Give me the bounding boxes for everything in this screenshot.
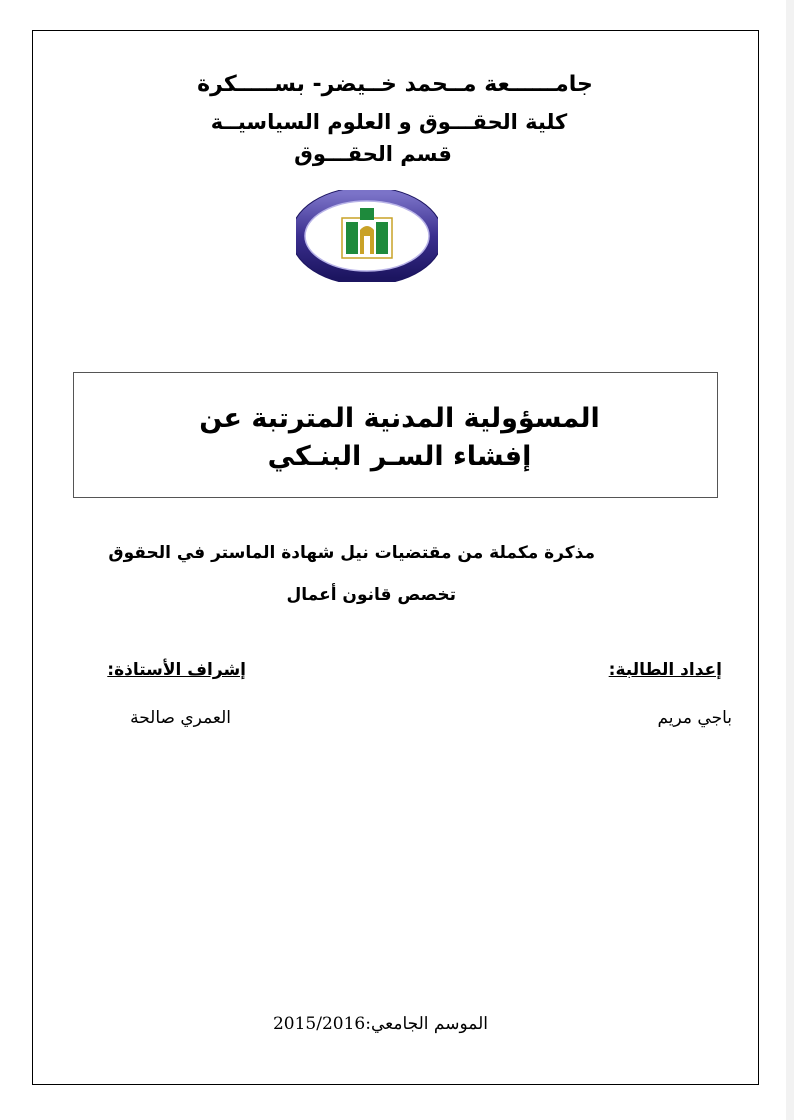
supervisor-label: إشراف الأستاذة: [107,660,246,680]
academic-year: الموسم الجامعي:2015/2016 [272,1014,488,1034]
thesis-title-line-1: المسؤولية المدنية المترتبة عن [199,403,600,434]
faculty-name: كلية الحقـــوق و العلوم السياسيــة [210,110,568,134]
specialization: تخصص قانون أعمال [286,585,456,605]
department-name: قسم الحقـــوق [294,142,452,166]
student-label: إعداد الطالبة: [608,660,722,680]
seal-emblem [342,208,392,258]
student-name: باجي مريم [657,708,732,728]
right-margin-strip [786,0,794,1120]
supervisor-name: العمري صالحة [130,708,231,728]
university-seal-icon [296,190,438,282]
thesis-title-line-2: إفشاء السـر البنـكي [267,441,532,472]
university-name: جامــــــعة مــحمد خــيضر- بســـــكرة [197,72,593,97]
thesis-purpose: مذكرة مكملة من مقتضيات نيل شهادة الماستر في الحقوق [108,543,595,563]
thesis-title-box [73,372,718,498]
